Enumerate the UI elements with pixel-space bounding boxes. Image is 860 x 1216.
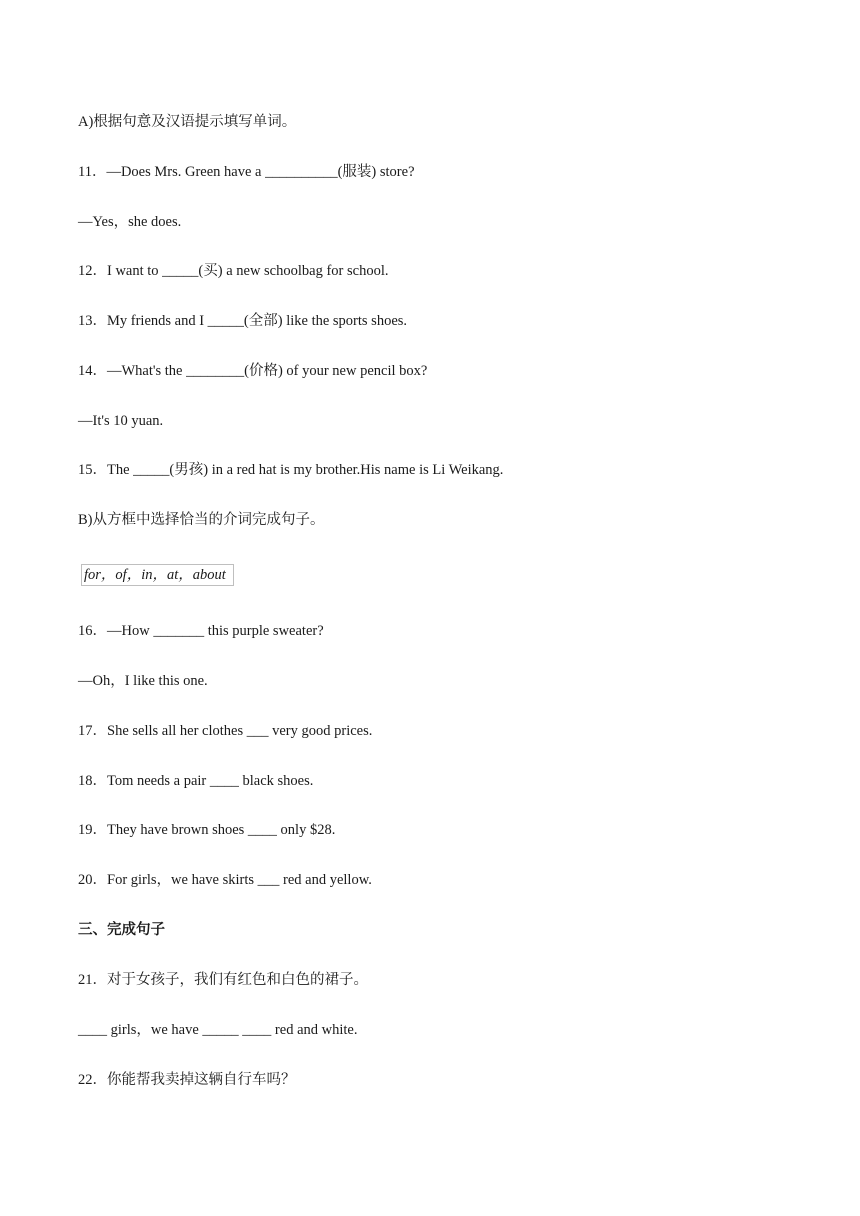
section-b-heading: B)从方框中选择恰当的介词完成句子。 — [78, 512, 325, 528]
question-11-answer: —Yes，she does. — [78, 214, 182, 230]
question-22: 22．你能帮我卖掉这辆自行车吗？ — [78, 1072, 296, 1088]
question-21: 21．对于女孩子，我们有红色和白色的裙子。 — [78, 972, 368, 988]
question-15: 15．The _____(男孩) in a red hat is my brother.His name is Li Weikang. — [78, 462, 504, 478]
question-16: 16．—How _______ this purple sweater? — [78, 623, 324, 639]
question-13: 13．My friends and I _____(全部) like the sports shoes. — [78, 313, 408, 329]
question-11: 11．—Does Mrs. Green have a __________(服装) store? — [78, 164, 415, 180]
section-a-heading: A)根据句意及汉语提示填写单词。 — [78, 114, 297, 130]
question-20: 20．For girls，we have skirts ___ red and yellow. — [78, 872, 372, 888]
question-14: 14．—What's the ________(价格) of your new pencil box? — [78, 363, 428, 379]
question-16-answer: —Oh，I like this one. — [78, 673, 208, 689]
question-14-answer: —It's 10 yuan. — [78, 413, 164, 429]
section-3-heading: 三、完成句子 — [78, 922, 165, 938]
question-12: 12．I want to _____(买) a new schoolbag for school. — [78, 263, 389, 279]
question-18: 18．Tom needs a pair ____ black shoes. — [78, 773, 314, 789]
question-19: 19．They have brown shoes ____ only $28. — [78, 822, 336, 838]
question-21-answer: ____ girls，we have _____ ____ red and white. — [78, 1022, 358, 1038]
question-17: 17．She sells all her clothes ___ very good prices. — [78, 723, 373, 739]
word-box: for，of，in，at，about — [81, 564, 234, 586]
